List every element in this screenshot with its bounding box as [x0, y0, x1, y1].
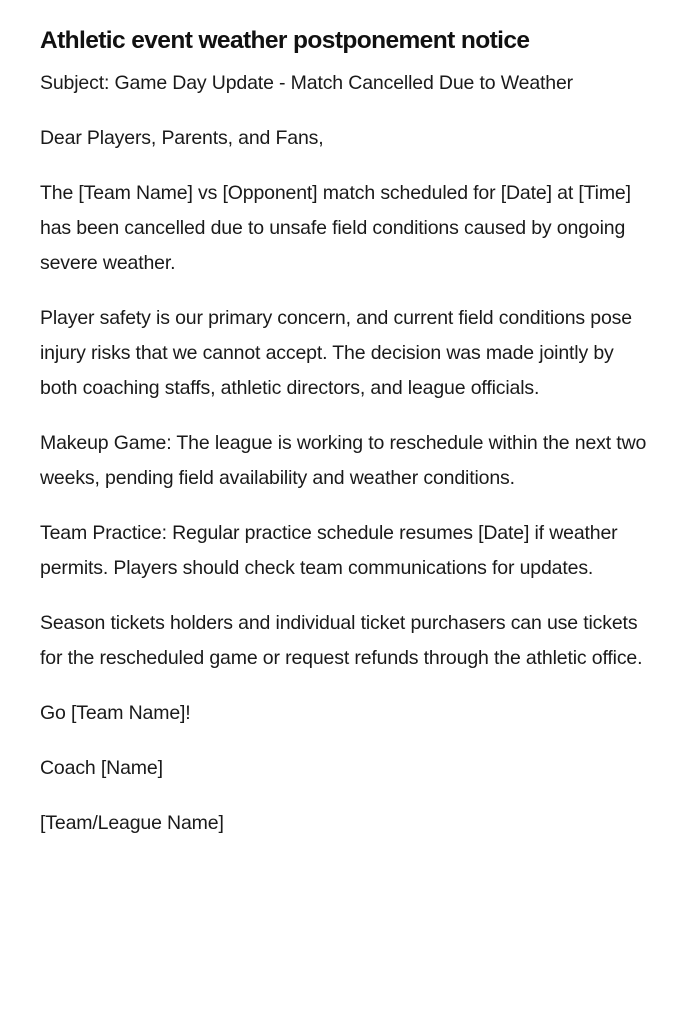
signature-organization: [Team/League Name]: [40, 812, 224, 834]
cancellation-paragraph: The [Team Name] vs [Opponent] match scheduled for [Date] at [Time] has been cancelled due to unsafe field conditions caused by ongoing severe weather.: [40, 182, 631, 274]
makeup-game-paragraph: Makeup Game: The league is working to reschedule within the next two weeks, pending field availability and weather conditions.: [40, 432, 647, 489]
document-title: Athletic event weather postponement notice: [40, 27, 530, 54]
closing-cheer: Go [Team Name]!: [40, 702, 191, 724]
team-practice-paragraph: Team Practice: Regular practice schedule resumes [Date] if weather permits. Players should check team communications for updates.: [40, 522, 618, 579]
tickets-paragraph: Season tickets holders and individual ticket purchasers can use tickets for the rescheduled game or request refunds through the athletic office.: [40, 612, 643, 669]
salutation: Dear Players, Parents, and Fans,: [40, 127, 324, 149]
subject-line: Subject: Game Day Update - Match Cancelled Due to Weather: [40, 72, 574, 94]
safety-paragraph: Player safety is our primary concern, and current field conditions pose injury risks that we cannot accept. The decision was made jointly by both coaching staffs, athletic directors, and league officials.: [40, 307, 632, 399]
signature-name: Coach [Name]: [40, 757, 163, 779]
